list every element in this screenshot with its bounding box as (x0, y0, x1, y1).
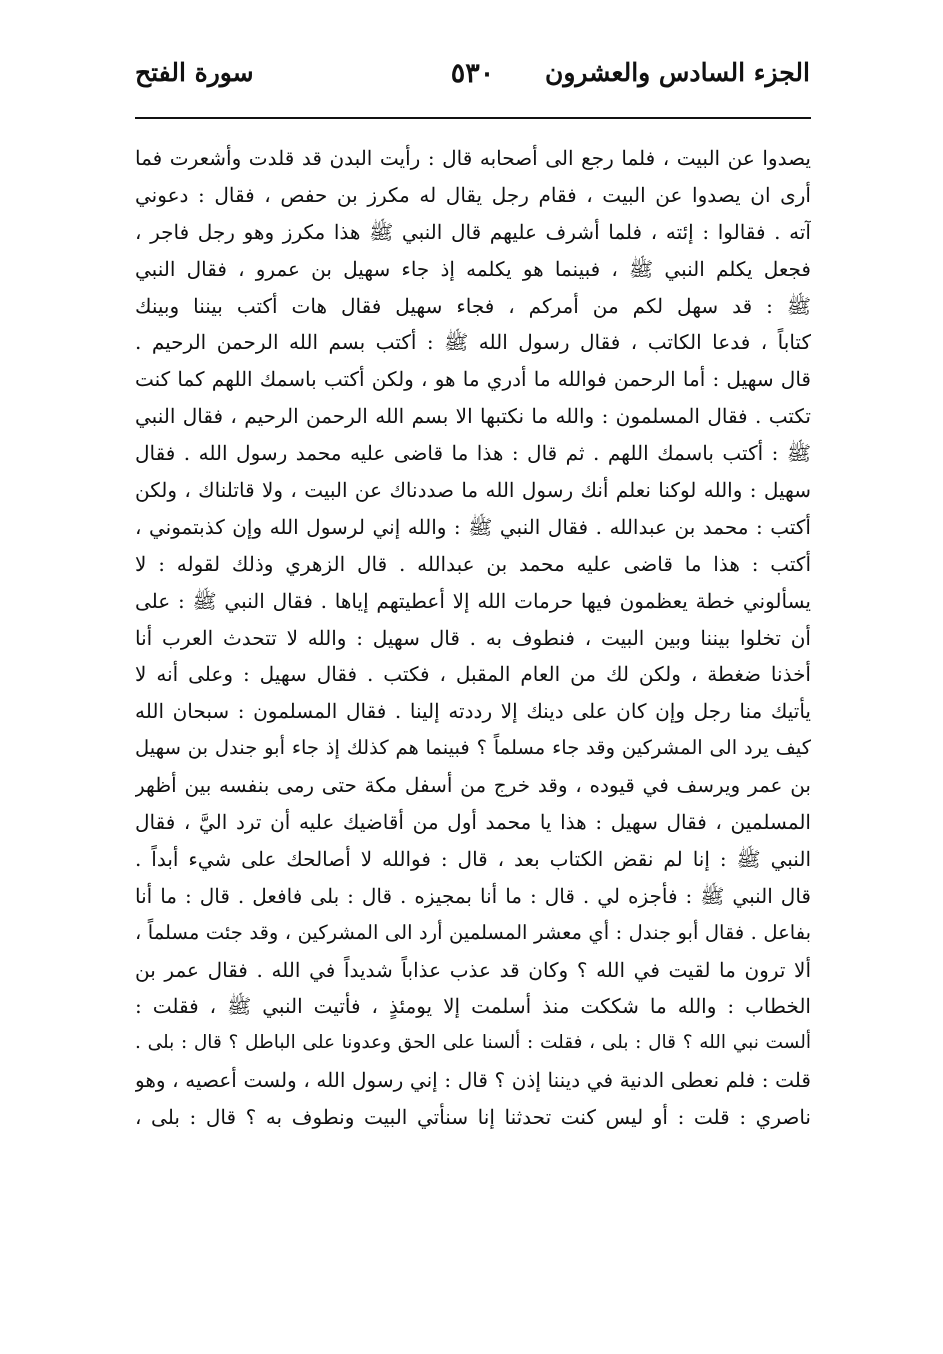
text-line: الخطاب : والله ما شككت منذ أسلمت إلا يومئذٍ ، فأتيت النبي ﷺ ، فقلت : (135, 994, 811, 1019)
text-line: ناصري : قلت : أو ليس كنت تحدثنا إنا سنأتي البيت ونطوف به ؟ قال : بلى ، (135, 1105, 811, 1130)
text-line: أكتب : هذا ما قاضى عليه محمد بن عبدالله . قال الزهري وذلك لقوله : لا (135, 551, 811, 576)
text-line: يصدوا عن البيت ، فلما رجع الى أصحابه قال : رأيت البدن قد قلدت وأشعرت فما (135, 146, 811, 170)
text-line: أخذنا ضغطة ، ولكن لك من العام المقبل ، فكتب . فقال سهيل : وعلى أنه لا (135, 662, 811, 687)
text-line: ألا ترون ما لقيت في الله ؟ وكان قد عذب عذاباً شديداً في الله . فقال عمر بن (135, 957, 811, 982)
juz-title: الجزء السادس والعشرون (544, 58, 810, 87)
text-line: آته . فقالوا : إئته ، فلما أشرف عليهم قال النبي ﷺ هذا مكرز وهو رجل فاجر ، (135, 219, 811, 244)
text-line: قلت : فلم نعطى الدنية في ديننا إذن ؟ قال : إني رسول الله ، ولست أعصيه ، وهو (135, 1068, 811, 1093)
text-line: بفاعل . فقال أبو جندل : أي معشر المسلمين أرد الى المشركين ، وقد جئت مسلماً ، (135, 920, 811, 944)
body-text (135, 140, 811, 1136)
text-line: المسلمين ، فقال سهيل : هذا يا محمد أول من أقاضيك عليه أن ترد اليَّ ، فقال (135, 810, 811, 835)
text-line: بن عمر ويرسف في قيوده ، وقد خرج من أسفل مكة حتى رمى بنفسه بين أظهر (135, 773, 811, 798)
text-line: أن تخلوا بيننا وبين البيت ، فنطوف به . قال سهيل : والله لا تتحدث العرب أنا (135, 625, 811, 650)
page-header (135, 52, 810, 102)
text-line: فجعل يكلم النبي ﷺ ، فبينما هو يكلمه إذ جاء سهيل بن عمرو ، فقال النبي (135, 256, 811, 281)
text-line: تكتب . فقال المسلمون : والله ما نكتبها الا بسم الله الرحمن الرحيم ، فقال النبي (135, 404, 811, 429)
text-line: النبي ﷺ : إنا لم نقض الكتاب بعد ، قال : فوالله لا أصالحك على شيء أبداً . (135, 846, 811, 871)
page-number: ٥٣٠ (450, 58, 495, 89)
text-line: سهيل : والله لوكنا نعلم أنك رسول الله ما صددناك عن البيت ، ولا قاتلناك ، ولكن (135, 478, 811, 503)
text-line: كتاباً ، فدعا الكاتب ، فقال رسول الله ﷺ : أكتب بسم الله الرحمن الرحيم . (135, 330, 811, 355)
text-line: أكتب : محمد بن عبدالله . فقال النبي ﷺ : والله إني لرسول الله وإن كذبتموني ، (135, 514, 811, 539)
text-line: ﷺ : أكتب باسمك اللهم . ثم قال : هذا ما قاضى عليه محمد رسول الله . فقال (135, 441, 811, 466)
text-line: كيف يرد الى المشركين وقد جاء مسلماً ؟ فبينما هم كذلك إذ جاء أبو جندل بن سهيل (135, 736, 811, 760)
text-line: يسألوني خطة يعظمون فيها حرمات الله إلا أعطيتهم إياها . فقال النبي ﷺ : على (135, 588, 811, 613)
text-line: ﷺ : قد سهل لكم من أمركم ، فجاء سهيل فقال هات أكتب بيننا وبينك (135, 293, 811, 318)
header-divider (135, 117, 811, 119)
text-line: أرى ان يصدوا عن البيت ، فقام رجل يقال له مكرز بن حفص ، فقال : دعوني (135, 182, 811, 207)
text-line: يأتيك منا رجل وإن كان على دينك إلا رددته إلينا . فقال المسلمون : سبحان الله (135, 699, 811, 724)
text-line: ألست نبي الله ؟ قال : بلى ، فقلت : ألسنا على الحق وعدونا على الباطل ؟ قال : بلى . (135, 1032, 811, 1054)
text-line: قال سهيل : أما الرحمن فوالله ما أدري ما هو ، ولكن أكتب باسمك اللهم كما كنت (135, 367, 811, 392)
surah-title: سورة الفتح (135, 58, 254, 87)
text-line: قال النبي ﷺ : فأجزه لي . قال : ما أنا بمجيزه . قال : بلى فافعل . قال : ما أنا (135, 883, 811, 908)
